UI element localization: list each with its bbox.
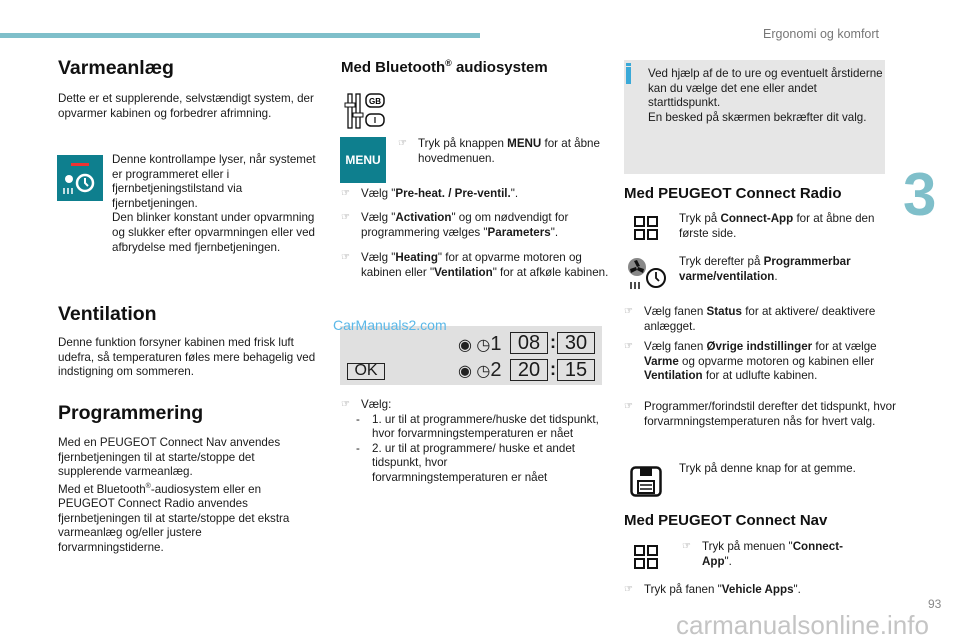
section-title: Ergonomi og komfort	[763, 27, 880, 41]
heading-connect-nav: Med PEUGEOT Connect Nav	[624, 512, 828, 529]
timer-screen	[340, 326, 602, 385]
radio-step-2: Tryk derefter på Programmerbar varme/ventilation.	[679, 255, 851, 283]
separator: :	[550, 332, 556, 352]
lamp-text: Denne kontrollampe lyser, når systemet er programmeret eller i fjernbetjeningstilstand via fjernbetjeningen.	[112, 153, 316, 210]
pointer-icon: ☞	[341, 399, 350, 410]
timer-2-row: ◉ ◷2	[458, 359, 502, 381]
programmable-heating-icon	[626, 256, 670, 295]
timer-1-minutes: 30	[557, 332, 595, 354]
bullet-activation: ☞ Vælg "Activation" og om nødvendigt for programmering vælges "Parameters".	[341, 211, 569, 239]
lamp-text-2: Den blinker konstant under opvarmning og slukker efter opvarmningen eller ved afbrydelse med fjernbetjeningen.	[112, 211, 315, 254]
bullet-select-timer: ☞ Vælg: - 1. ur til at programmere/huske det tidspunkt, hvor forvarmningstemperaturen er nået - 2. ur til at programmere/ huske et andet tidspunkt, hvor forvarmningstemperaturen er nået	[341, 398, 613, 486]
timer-2-minutes: 15	[557, 359, 595, 381]
info-icon	[626, 67, 631, 84]
sub-item-2: - 2. ur til at programmere/ huske et andet tidspunkt, hvor forvarmningstemperaturen er nået	[356, 441, 575, 484]
pointer-icon: ☞	[398, 138, 407, 149]
pointer-icon: ☞	[341, 188, 350, 199]
info-text: Ved hjælp af de to ure og eventuelt årstiderne kan du vælge det ene eller andet starttidspunkt. En besked på skærmen bekræfter dit valg.	[648, 67, 883, 124]
sub-item-1: - 1. ur til at programmere/huske det tidspunkt, hvor forvarmningstemperaturen er nået	[356, 412, 599, 441]
heading-bluetooth: Med Bluetooth® audiosystem	[341, 58, 548, 76]
save-icon	[630, 466, 664, 503]
heading-ventilation: Ventilation	[58, 303, 157, 325]
save-text: Tryk på denne knap for at gemme.	[679, 462, 856, 475]
radio-selected-icon: ◉	[458, 337, 472, 354]
timer-2-hours: 20	[510, 359, 548, 381]
svg-text:GB: GB	[369, 97, 381, 106]
pointer-icon: ☞	[341, 252, 350, 263]
clock-icon: ◷	[476, 363, 491, 380]
pointer-icon: ☞	[624, 341, 633, 352]
bullet-menu: ☞ Tryk på knappen MENU for at åbne hovedmenuen.	[398, 137, 600, 165]
ventilation-text: Denne funktion forsyner kabinen med frisk luft udefra, så temperaturen føles mere behagelig ved indstigning om sommeren.	[58, 336, 316, 379]
pointer-icon: ☞	[624, 584, 633, 595]
pointer-icon: ☞	[682, 541, 691, 552]
bullet-preheat: ☞ Vælg "Pre-heat. / Pre-ventil.".	[341, 187, 519, 200]
ok-button: OK	[347, 363, 385, 380]
bullet-heating: ☞ Vælg "Heating" for at opvarme motoren og kabinen eller "Ventilation" for at afkøle kabinen.	[341, 251, 609, 279]
heading-connect-radio: Med PEUGEOT Connect Radio	[624, 185, 842, 202]
lamp-description	[112, 153, 317, 255]
apps-grid-icon	[634, 545, 658, 574]
nav-step-2: ☞ Tryk på fanen "Vehicle Apps".	[624, 583, 801, 596]
pointer-icon: ☞	[624, 401, 633, 412]
timer-1-hours: 08	[510, 332, 548, 354]
footer-watermark: carmanualsonline.info	[676, 610, 929, 640]
svg-text:I: I	[373, 116, 377, 125]
nav-step-1: ☞ Tryk på menuen "Connect-App".	[682, 540, 843, 568]
timer-1-row: ◉ ◷1	[458, 333, 502, 355]
bullet-status: ☞ Vælg fanen Status for at aktivere/ deaktivere anlægget.	[624, 305, 876, 333]
menu-button-icon: MENU	[340, 137, 386, 183]
intro-text: Dette er et supplerende, selvstændigt system, der opvarmer kabinen og forbedrer afrimning.	[58, 92, 314, 120]
chapter-number: 3	[903, 161, 937, 228]
watermark: CarManuals2.com	[333, 317, 447, 333]
prog-text-2: Med et Bluetooth®-audiosystem eller en PEUGEOT Connect Radio anvendes fjernbetjeningen til at starte/stoppe det ekstra varmeanlæg og/eller justere forvarmningstiderne.	[58, 482, 290, 555]
clock-icon: ◷	[476, 337, 491, 354]
radio-selected-icon: ◉	[458, 363, 472, 380]
radio-step-1: Tryk på Connect-App for at åbne den første side.	[679, 212, 875, 240]
page-number: 93	[928, 597, 942, 611]
heading-varmeanlaeg: Varmeanlæg	[58, 57, 174, 79]
info-box	[624, 60, 885, 174]
apps-grid-icon	[634, 216, 658, 245]
programmering-text	[58, 436, 308, 556]
pointer-icon: ☞	[341, 212, 350, 223]
bullet-other-settings: ☞ Vælg fanen Øvrige indstillinger for at vælge Varme og opvarme motoren og kabinen eller Ventilation for at udlufte kabinen.	[624, 340, 877, 383]
prog-text-1: Med en PEUGEOT Connect Nav anvendes fjernbetjeningen til at starte/stoppe det supplerende varmeanlæg.	[58, 436, 281, 479]
separator: :	[550, 359, 556, 379]
bullet-program-time: ☞ Programmer/forindstil derefter det tidspunkt, hvor forvarmningstemperaturen nås for hvert valg.	[624, 400, 896, 428]
preheat-warning-lamp-icon	[57, 155, 103, 201]
heading-programmering: Programmering	[58, 402, 204, 424]
header-bar	[0, 33, 480, 38]
pointer-icon: ☞	[624, 306, 633, 317]
audio-settings-icon	[344, 91, 390, 131]
